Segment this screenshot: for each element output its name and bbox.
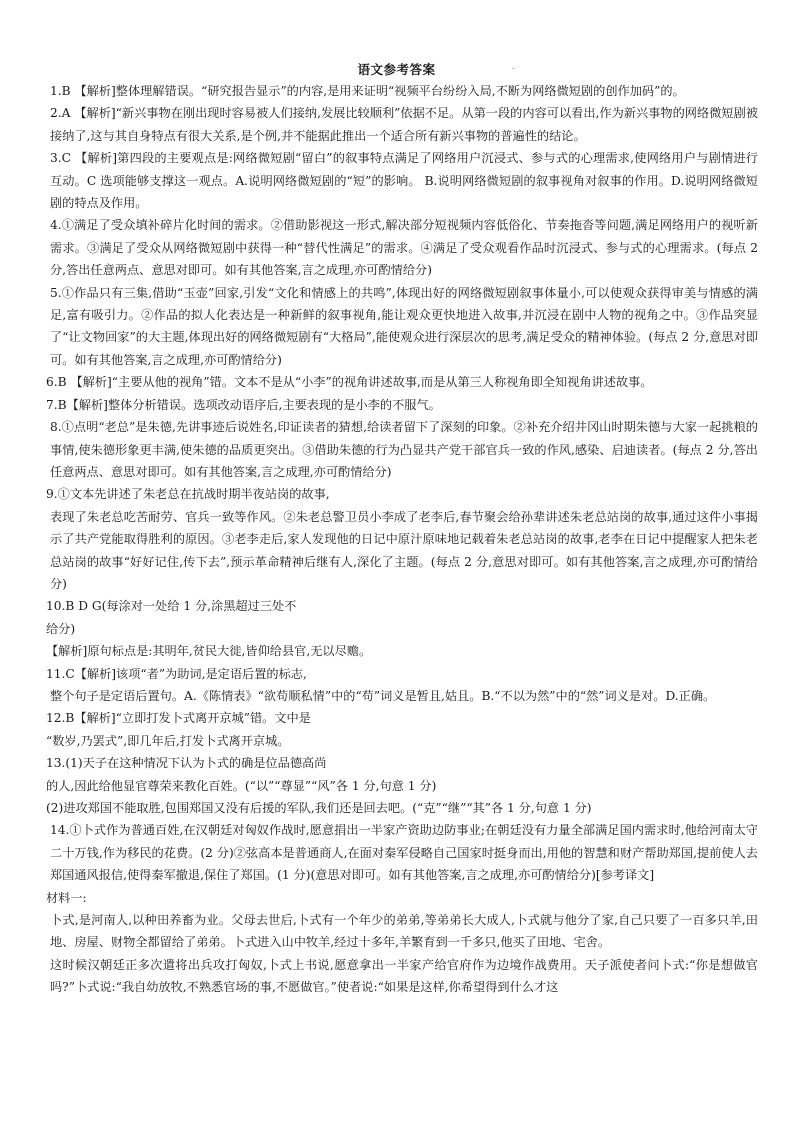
answer-8: 8.①点明“老总”是朱德,先讲事迹后说姓名,印证读者的猜想,给读者留下了深刻的印象。②补充介绍井冈山时期朱德与大家一起挑粮的事情,使朱德形象更丰满,使朱德的品质更突出。③借助朱德的行为凸显共产党干部官兵一致的作风,感染、启迪读者。(每点 2 分,答出任意两点、意思对即可。如有其他答案,言之成理,亦可酌情给分): [50, 420, 758, 479]
translation-para-1: 卜式,是河南人,以种田养畜为业。父母去世后,卜式有一个年少的弟弟,等弟弟长大成人,卜式就与他分了家,自己只要了一百多只羊,田地、房屋、财物全都留给了弟弟。卜式进入山中牧羊,经过十多年,羊繁育到一千多只,他买了田地、宅舍。: [50, 913, 758, 950]
answer-2: 2.A 【解析]“新兴事物在刚出现时容易被人们接纳,发展比较顺利”依据不足。从第一段的内容可以看出,作为新兴事物的网络微短剧被接纳了,这与其自身特点有很大关系,是个例,并不能据此推出一个适合所有新兴事物的普遍性的结论。: [50, 106, 758, 143]
answer-12: 12.B【解析]“立即打发卜式离开京城”错。文中是: [46, 711, 311, 726]
answer-9-body: 表现了朱老总吃苦耐劳、官兵一致等作风。②朱老总警卫员小李成了老李后,春节聚会给孙辈讲述朱老总站岗的故事,通过这件小事揭示了共产党能取得胜利的原因。③老李走后,家人发现他的日记中原汁原味地记载着朱老总站岗的故事,老李在日记中提醒家人把朱老总站岗的故事“好好记住,传下去”,预示革命精神后继有人,深化了主题。(每点 2 分,意思对即可。如有其他答案,言之成理,亦可酌情给分): [50, 509, 758, 591]
answer-1: 1.B 【解析]整体理解错误。“研究报告显示”的内容,是用来证明“视频平台纷纷入局,不断为网络微短剧的创作加码”的。: [50, 84, 685, 98]
answer-13-1-cont: 的人,因此给他显官尊荣来教化百姓。(“以”“尊显”“风”各 1 分,句意 1 分): [46, 778, 437, 793]
answer-14: 14.①卜式作为普通百姓,在汉朝廷对匈奴作战时,愿意捐出一半家产资助边防事业;在朝廷没有力量全部满足国内需求时,他给河南太守二十万钱,作为移民的花费。(2 分)②弦高本是普通商人,在面对秦军侵略自己国家时挺身而出,用他的智慧和财产帮助郑国,提前使人去郑国通风报信,使得秦军撤退,保住了郑国。(1 分)(意思对即可。如有其他答案,言之成理,亦可酌情给分)[参考译文]: [50, 823, 758, 883]
answer-10-cont: 给分): [46, 621, 76, 636]
answer-7: 7.B【解析]整体分析错误。选项改动语序后,主要表现的是小李的不服气。: [46, 397, 441, 412]
answer-9-line1: 9.①文本先讲述了朱老总在抗战时期半夜站岗的故事,: [46, 487, 330, 502]
answer-5: 5.①作品只有三集,借助“玉壶”回家,引发“文化和情感上的共鸣”,体现出好的网络微短剧叙事体量小,可以使观众获得审美与情感的满足,富有吸引力。②作品的拟人化表达是一种新鲜的叙事视角,能让观众更快地进入故事,并沉浸在剧中人物的视角之中。③作品突显了“让文物回家”的大主题,体现出好的网络微短剧有“大格局”,能使观众进行深层次的思考,满足受众的精神体验。(每点 2 分,意思对即可。如有其他答案,言之成理,亦可酌情给分): [50, 285, 758, 367]
answer-13-1: 13.(1)天子在这种情况下认为卜式的确是位品德高尚: [46, 756, 327, 771]
page-title: 语文参考答案: [357, 62, 436, 77]
answer-13-2: (2)进攻郑国不能取胜,包围郑国又没有后援的军队,我们还是回去吧。(“克”“继”“其”各 1 分,句意 1 分): [46, 801, 592, 815]
answer-10: 10.B D G(每涂对一处给 1 分,涂黑超过三处不: [46, 599, 297, 614]
answer-3: 3.C 【解析]第四段的主要观点是:网络微短剧“留白”的叙事特点满足了网络用户沉浸式、参与式的心理需求,使网络用户与剧情进行互动。C 选项能够支撑这一观点。A.说明网络微短剧的“短”的影响。 B.说明网络微短剧的叙事视角对叙事的作用。D.说明网络微短剧的特点及作用。: [50, 151, 758, 211]
answer-10-analysis: 【解析]原句标点是:其明年,贫民大徙,皆仰给县官,无以尽赡。: [46, 644, 372, 659]
answer-4: 4.①满足了受众填补碎片化时间的需求。②借助影视这一形式,解决部分短视频内容低俗化、节奏拖沓等问题,满足网络用户的视听新需求。③满足了受众从网络微短剧中获得一种“替代性满足”的需求。④满足了受众观看作品时沉浸式、参与式的心理需求。(每点 2 分,答出任意两点、意思对即可。如有其他答案,言之成理,亦可酌情给分): [50, 218, 758, 278]
answer-body: [46, 80, 758, 999]
stray-mark: .: [512, 62, 515, 71]
answer-11: 11.C【解析]该项“者”为助词,是定语后置的标志,: [46, 666, 307, 681]
answer-11-cont: 整个句子是定语后置句。A.《陈情表》“欲苟顺私情”中的“苟”词义是暂且,姑且。B.“不以为然”中的“然”词义是对。D.正确。: [50, 688, 716, 703]
answer-12-cont: “数岁,乃罢式”,即几年后,打发卜式离开京城。: [46, 733, 290, 748]
material-heading: 材料一:: [46, 890, 87, 905]
answer-6: 6.B 【解析]“主要从他的视角”错。文本不是从“小李”的视角讲述故事,而是从第三人称视角即全知视角讲述故事。: [46, 375, 653, 390]
translation-para-2: 这时候汉朝廷正多次遣将出兵攻打匈奴,卜式上书说,愿意拿出一半家产给官府作为边境作战费用。天子派使者问卜式:“你是想做官吗?”卜式说:“我自幼放牧,不熟悉官场的事,不愿做官。”使者说:“如果是这样,你希望得到什么才这: [50, 957, 758, 995]
